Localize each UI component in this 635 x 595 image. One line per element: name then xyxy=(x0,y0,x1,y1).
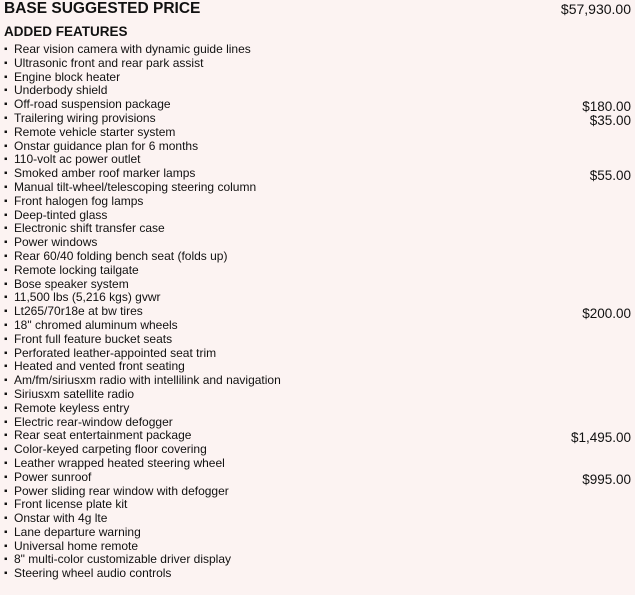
bullet-icon: ▪ xyxy=(4,347,8,359)
feature-label: Smoked amber roof marker lamps xyxy=(14,166,196,181)
bullet-icon: ▪ xyxy=(4,306,8,318)
feature-label: 11,500 lbs (5,216 kgs) gvwr xyxy=(14,290,161,305)
feature-label: Universal home remote xyxy=(14,538,139,553)
feature-label: Rear 60/40 folding bench seat (folds up) xyxy=(14,248,228,263)
feature-item xyxy=(4,140,631,154)
feature-item xyxy=(4,457,631,471)
feature-label: Deep-tinted glass xyxy=(14,207,108,222)
feature-price: $995.00 xyxy=(582,471,631,487)
bullet-icon: ▪ xyxy=(4,471,8,483)
feature-label: Lt265/70r18e at bw tires xyxy=(14,304,143,319)
feature-item xyxy=(4,471,631,485)
bullet-icon: ▪ xyxy=(4,195,8,207)
bullet-icon: ▪ xyxy=(4,112,8,124)
feature-item xyxy=(4,166,631,184)
feature-item xyxy=(4,540,631,554)
feature-item xyxy=(4,567,631,581)
feature-item xyxy=(4,347,631,361)
bullet-icon: ▪ xyxy=(4,402,8,414)
bullet-icon: ▪ xyxy=(4,237,8,249)
feature-label: Onstar guidance plan for 6 months xyxy=(14,138,199,153)
feature-item xyxy=(4,485,631,499)
feature-price: $55.00 xyxy=(589,168,631,184)
feature-label: Perforated leather-appointed seat trim xyxy=(14,345,217,360)
bullet-icon: ▪ xyxy=(4,223,8,235)
bullet-icon: ▪ xyxy=(4,375,8,387)
bullet-icon: ▪ xyxy=(4,168,8,180)
bullet-icon: ▪ xyxy=(4,57,8,69)
feature-label: Electronic shift transfer case xyxy=(14,221,165,236)
feature-label: Trailering wiring provisions xyxy=(14,110,156,125)
added-features-title: ADDED FEATURES xyxy=(4,24,128,39)
feature-label: Front license plate kit xyxy=(14,497,128,512)
feature-label: Am/fm/siriusxm radio with intellilink and navigation xyxy=(14,373,281,388)
feature-label: Front halogen fog lamps xyxy=(14,193,144,208)
bullet-icon: ▪ xyxy=(4,485,8,497)
feature-item xyxy=(4,553,631,567)
feature-item xyxy=(4,360,631,374)
feature-label: Power windows xyxy=(14,235,98,250)
bullet-icon: ▪ xyxy=(4,513,8,525)
feature-label: Remote keyless entry xyxy=(14,400,130,415)
bullet-icon: ▪ xyxy=(4,568,8,580)
feature-item xyxy=(4,304,631,322)
feature-label: Electric rear-window defogger xyxy=(14,414,173,429)
feature-item xyxy=(4,388,631,402)
feature-item xyxy=(4,443,631,457)
feature-label: Manual tilt-wheel/telescoping steering column xyxy=(14,179,257,194)
base-price-value: $57,930.00 xyxy=(560,1,631,17)
feature-price: $200.00 xyxy=(582,306,631,322)
bullet-icon: ▪ xyxy=(4,457,8,469)
feature-price: $1,495.00 xyxy=(570,430,631,446)
bullet-icon: ▪ xyxy=(4,181,8,193)
feature-item xyxy=(4,153,631,167)
bullet-icon: ▪ xyxy=(4,499,8,511)
feature-label: 8" multi-color customizable driver display xyxy=(14,552,232,567)
feature-item xyxy=(4,402,631,416)
feature-item xyxy=(4,333,631,347)
feature-label: Remote vehicle starter system xyxy=(14,124,176,139)
feature-item xyxy=(4,236,631,250)
feature-item xyxy=(4,112,631,126)
feature-label: Power sunroof xyxy=(14,469,92,484)
feature-item xyxy=(4,71,631,85)
feature-item xyxy=(4,428,631,446)
feature-item xyxy=(4,195,631,209)
feature-label: Lane departure warning xyxy=(14,524,141,539)
feature-item xyxy=(4,222,631,236)
base-price-row xyxy=(4,0,631,18)
feature-label: Heated and vented front seating xyxy=(14,359,185,374)
feature-label: Leather wrapped heated steering wheel xyxy=(14,455,225,470)
feature-label: Underbody shield xyxy=(14,83,108,98)
feature-label: Power sliding rear window with defogger xyxy=(14,483,229,498)
feature-item xyxy=(4,84,631,98)
feature-label: Remote locking tailgate xyxy=(14,262,139,277)
feature-item xyxy=(4,319,631,333)
bullet-icon: ▪ xyxy=(4,264,8,276)
feature-label: Ultrasonic front and rear park assist xyxy=(14,55,204,70)
feature-label: Rear vision camera with dynamic guide lines xyxy=(14,42,251,56)
bullet-icon: ▪ xyxy=(4,554,8,566)
bullet-icon: ▪ xyxy=(4,140,8,152)
feature-item xyxy=(4,57,631,71)
feature-label: Color-keyed carpeting floor covering xyxy=(14,442,207,457)
bullet-icon: ▪ xyxy=(4,44,8,55)
feature-item xyxy=(4,97,631,115)
bullet-icon: ▪ xyxy=(4,333,8,345)
bullet-icon: ▪ xyxy=(4,126,8,138)
feature-item xyxy=(4,250,631,264)
feature-item xyxy=(4,43,631,57)
bullet-icon: ▪ xyxy=(4,430,8,442)
feature-label: 110-volt ac power outlet xyxy=(14,152,141,167)
bullet-icon: ▪ xyxy=(4,526,8,538)
bullet-icon: ▪ xyxy=(4,416,8,428)
feature-item xyxy=(4,526,631,540)
bullet-icon: ▪ xyxy=(4,99,8,111)
feature-item xyxy=(4,498,631,512)
bullet-icon: ▪ xyxy=(4,85,8,97)
features-list xyxy=(4,43,631,581)
feature-label: 18" chromed aluminum wheels xyxy=(14,317,178,332)
feature-label: Front full feature bucket seats xyxy=(14,331,173,346)
bullet-icon: ▪ xyxy=(4,278,8,290)
feature-label: Bose speaker system xyxy=(14,276,129,291)
bullet-icon: ▪ xyxy=(4,250,8,262)
feature-label: Siriusxm satellite radio xyxy=(14,386,135,401)
bullet-icon: ▪ xyxy=(4,388,8,400)
feature-label: Steering wheel audio controls xyxy=(14,566,172,581)
feature-label: Engine block heater xyxy=(14,69,121,84)
feature-item xyxy=(4,416,631,430)
bullet-icon: ▪ xyxy=(4,361,8,373)
bullet-icon: ▪ xyxy=(4,319,8,331)
feature-label: Rear seat entertainment package xyxy=(14,428,192,443)
bullet-icon: ▪ xyxy=(4,71,8,83)
feature-price: $35.00 xyxy=(589,112,631,128)
feature-label: Off-road suspension package xyxy=(14,97,171,112)
feature-item xyxy=(4,181,631,195)
feature-label: Onstar with 4g lte xyxy=(14,511,108,526)
feature-item xyxy=(4,126,631,140)
bullet-icon: ▪ xyxy=(4,292,8,304)
feature-item xyxy=(4,512,631,526)
bullet-icon: ▪ xyxy=(4,444,8,456)
bullet-icon: ▪ xyxy=(4,209,8,221)
feature-item xyxy=(4,374,631,388)
feature-item xyxy=(4,264,631,278)
bullet-icon: ▪ xyxy=(4,540,8,552)
feature-item xyxy=(4,278,631,292)
feature-price: $180.00 xyxy=(582,99,631,115)
bullet-icon: ▪ xyxy=(4,154,8,166)
feature-item xyxy=(4,291,631,305)
base-price-title: BASE SUGGESTED PRICE xyxy=(4,0,201,17)
feature-item xyxy=(4,209,631,223)
